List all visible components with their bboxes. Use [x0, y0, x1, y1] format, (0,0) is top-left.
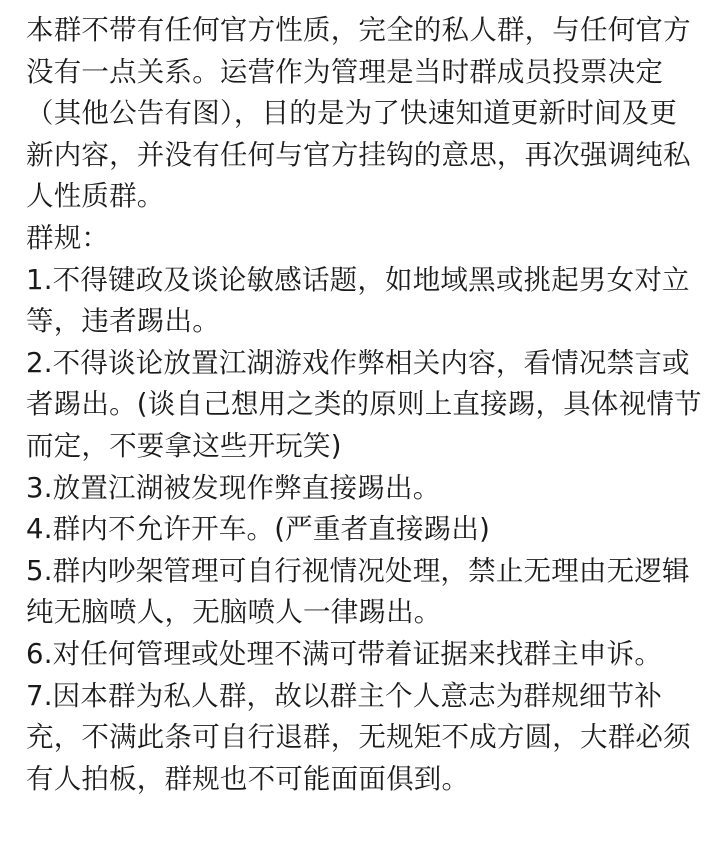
- text-line: 没有一点关系。运营作为管理是当时群成员投票决定: [26, 55, 664, 88]
- rule-2-line: 者踢出。(谈自己想用之类的原则上直接踢，具体视情节: [26, 388, 702, 421]
- rule-1-line: 等，违者踢出。: [26, 305, 220, 338]
- rule-2-line: 2.不得谈论放置江湖游戏作弊相关内容，看情况禁言或: [26, 346, 690, 379]
- text-line: 本群不带有任何官方性质，完全的私人群，与任何官方: [26, 14, 691, 46]
- rule-5-line: 5.群内吵架管理可自行视情况处理，禁止无理由无逻辑: [26, 554, 690, 587]
- rules-heading: 群规：: [26, 221, 110, 254]
- rule-4-line: 4.群内不允许开车。(严重者直接踢出): [26, 513, 490, 546]
- rule-7-line: 7.因本群为私人群，故以群主个人意志为群规细节补: [26, 679, 663, 712]
- text-line: 新内容，并没有任何与官方挂钩的意思，再次强调纯私: [26, 138, 691, 171]
- text-line: 人性质群。: [26, 180, 165, 213]
- rule-7-line: 有人拍板，群规也不可能面面俱到。: [26, 762, 470, 795]
- rule-6-line: 6.对任何管理或处理不满可带着证据来找群主申诉。: [26, 637, 663, 670]
- text-line: （其他公告有图），目的是为了快速知道更新时间及更: [26, 97, 678, 130]
- rule-5-line: 纯无脑喷人，无脑喷人一律踢出。: [26, 596, 442, 629]
- rule-3-line: 3.放置江湖被发现作弊直接踢出。: [26, 471, 441, 504]
- rule-2-line: 而定，不要拿这些开玩笑): [26, 429, 342, 462]
- rule-7-line: 充，不满此条可自行退群，无规矩不成方圆，大群必须: [26, 721, 691, 754]
- rule-1-line: 1.不得键政及谈论敏感话题，如地域黑或挑起男女对立: [26, 263, 690, 296]
